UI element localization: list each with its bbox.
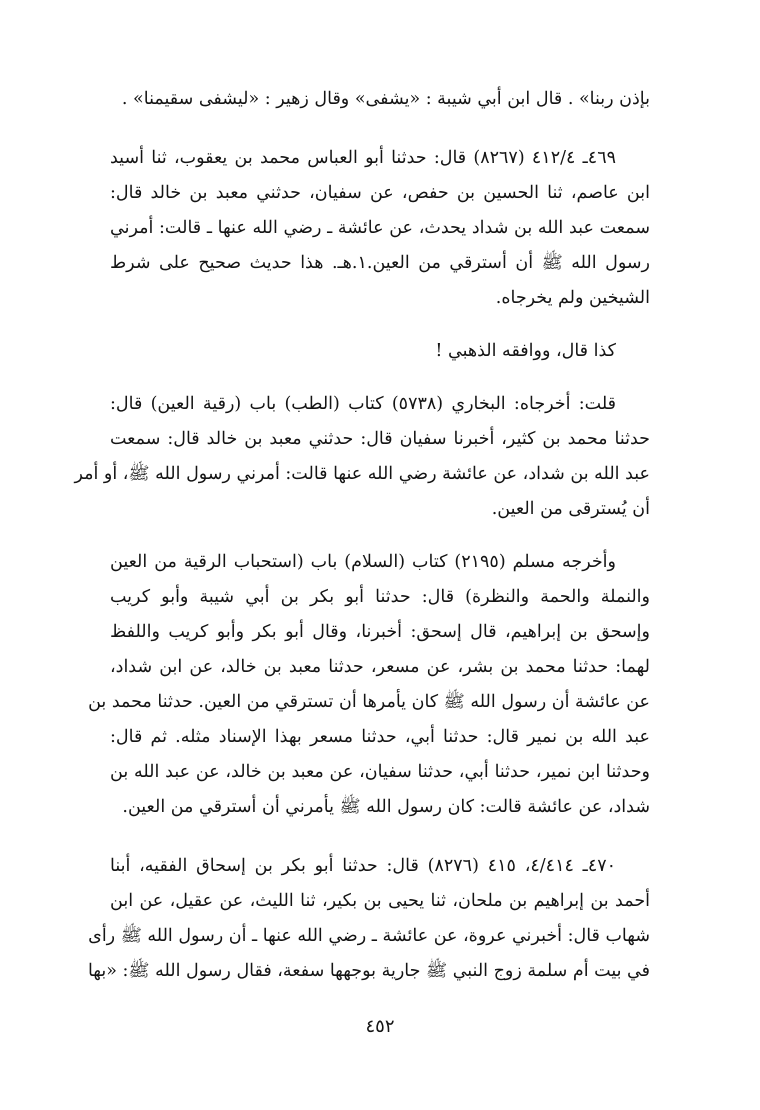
text-line: كذا قال، ووافقه الذهبي !: [435, 341, 616, 361]
text-line: وإسحق بن إبراهيم، قال إسحق: أخبرنا، وقال أبو بكر وأبو كريب واللفظ: [110, 622, 650, 642]
text-line: قلت: أخرجاه: البخاري (٥٧٣٨) كتاب (الطب) باب (رقية العين) قال:: [110, 394, 616, 414]
text-line: لهما: حدثنا محمد بن بشر، عن مسعر، حدثنا معبد بن خالد، عن ابن شداد،: [110, 657, 650, 677]
text-line: والنملة والحمة والنظرة) قال: حدثنا أبو بكر بن أبي شيبة وأبو كريب: [110, 587, 650, 607]
hadith-470: [87, 849, 650, 989]
text-line: الشيخين ولم يخرجاه.: [495, 288, 650, 308]
text-line: رسول الله ﷺ أن أسترقي من العين.١.هـ. هذا حديث صحيح على شرط: [110, 253, 650, 273]
page-body: [74, 82, 650, 989]
text-line: وحدثنا ابن نمير، حدثنا أبي، حدثنا سفيان، عن معبد بن خالد، عن عبد الله بن: [110, 762, 650, 782]
text-line: ٤٦٩ـ ٤١٢/٤ (٨٢٦٧) قال: حدثنا أبو العباس محمد بن يعقوب، ثنا أسيد: [110, 148, 616, 168]
text-line: عبد الله بن نمير قال: حدثنا أبي، حدثنا مسعر بهذا الإسناد مثله. ثم قال:: [110, 727, 650, 747]
dhahabi-note: [110, 334, 650, 369]
takhrij-muslim: [88, 545, 650, 825]
text-line: ابن عاصم، ثنا الحسين بن حفص، عن سفيان، حدثني معبد بن خالد قال:: [110, 183, 650, 203]
text-line: عبد الله بن شداد، عن عائشة رضي الله عنها قالت: أمرني رسول الله ﷺ، أو أمر: [74, 464, 650, 484]
text-line: ٤٧٠ـ ٤/٤١٤، ٤١٥ (٨٢٧٦) قال: حدثنا أبو بكر بن إسحاق الفقيه، أبنا: [110, 856, 617, 876]
paragraph-continuation: [110, 82, 650, 117]
hadith-469: [110, 141, 650, 316]
text-line: حدثنا محمد بن كثير، أخبرنا سفيان قال: حدثني معبد بن خالد قال: سمعت: [110, 429, 650, 449]
page-number: ٤٥٢: [365, 1016, 395, 1037]
text-line: في بيت أم سلمة زوج النبي ﷺ جارية بوجهها سفعة، فقال رسول الله ﷺ: «بها: [87, 961, 650, 981]
text-line: بإذن ربنا» . قال ابن أبي شيبة : «يشفى» وقال زهير : «ليشفى سقيمنا» .: [121, 89, 650, 109]
text-line: أن يُسترقى من العين.: [491, 499, 650, 519]
text-line: سمعت عبد الله بن شداد يحدث، عن عائشة ـ رضي الله عنها ـ قالت: أمرني: [110, 218, 650, 238]
text-line: شداد، عن عائشة قالت: كان رسول الله ﷺ يأمرني أن أسترقي من العين.: [122, 797, 650, 817]
text-line: عن عائشة أن رسول الله ﷺ كان يأمرها أن تسترقي من العين. حدثنا محمد بن: [88, 692, 650, 712]
takhrij-bukhari: [74, 387, 650, 527]
text-line: شهاب قال: أخبرني عروة، عن عائشة ـ رضي الله عنها ـ أن رسول الله ﷺ رأى: [88, 926, 650, 946]
text-line: وأخرجه مسلم (٢١٩٥) كتاب (السلام) باب (استحباب الرقية من العين: [110, 552, 616, 572]
text-line: أحمد بن إبراهيم بن ملحان، ثنا يحيى بن بكير، ثنا الليث، عن عقيل، عن ابن: [110, 891, 650, 911]
